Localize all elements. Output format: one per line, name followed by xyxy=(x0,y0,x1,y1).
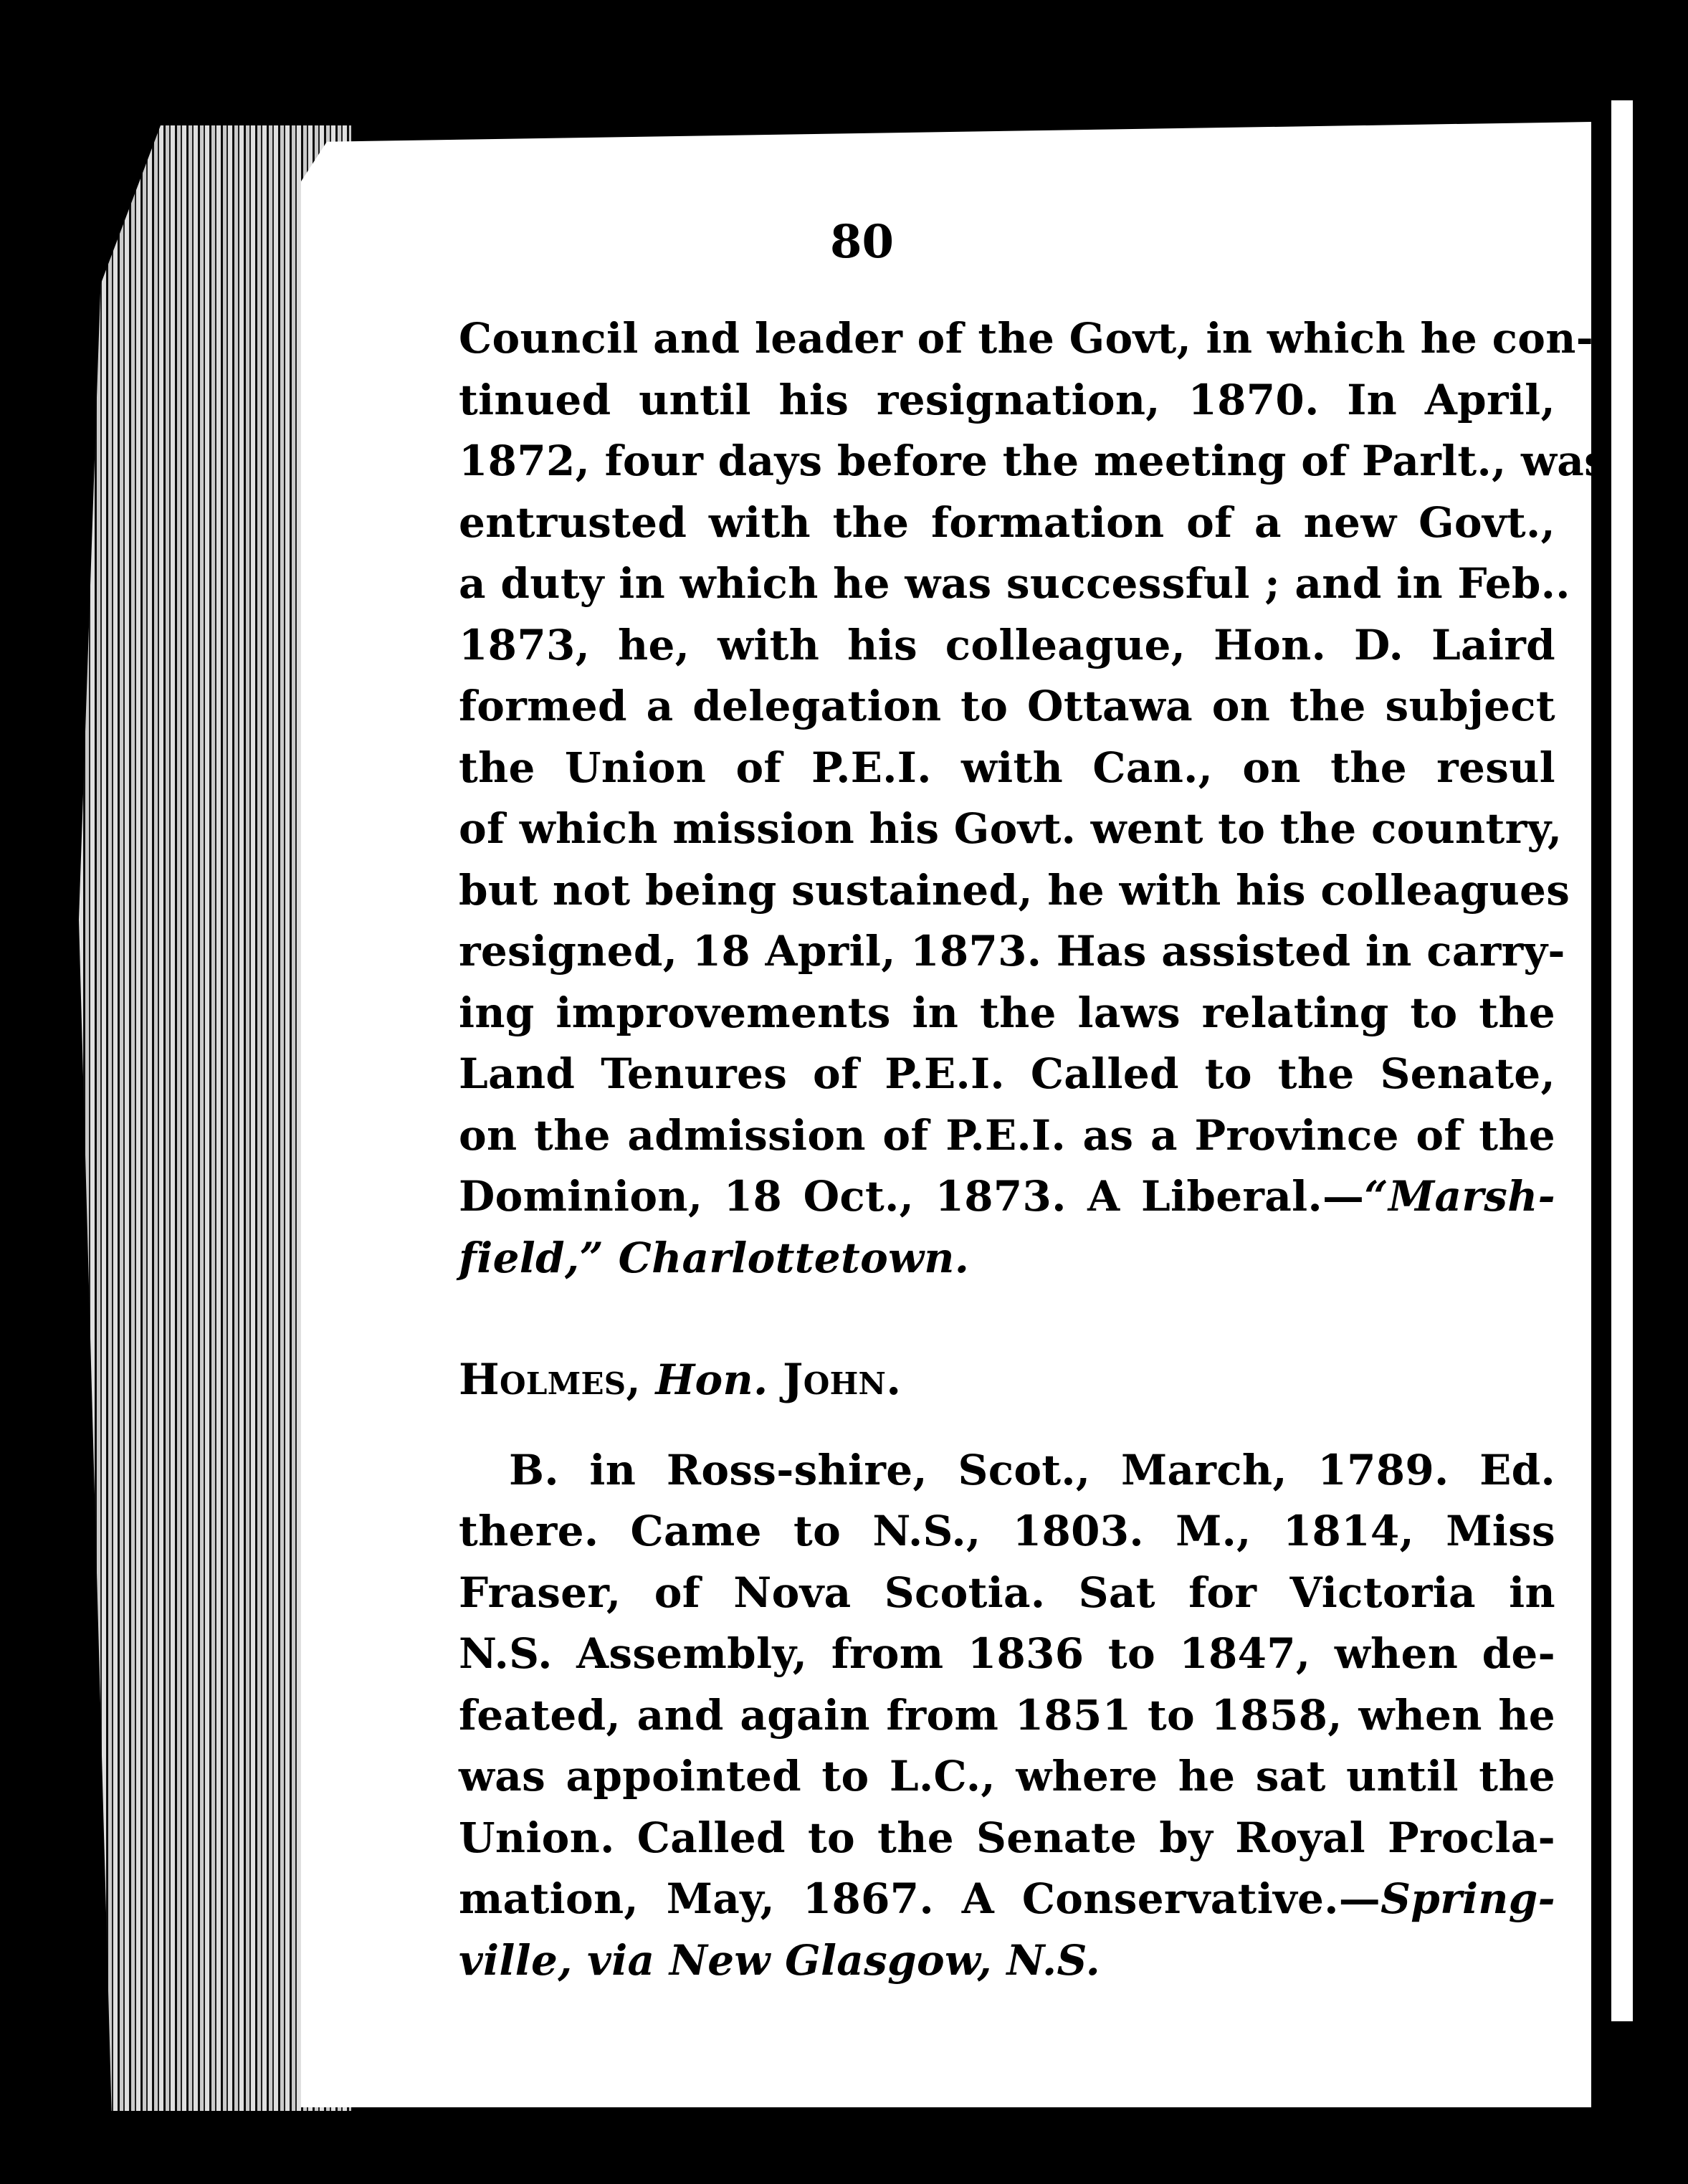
entry1-residence-end: field,” Charlottetown. xyxy=(459,1233,970,1282)
entry2-line: was appointed to L.C., where he sat until the xyxy=(459,1752,1555,1801)
entry1-line: 1872, four days before the meeting of Parlt., was xyxy=(459,437,1608,485)
entry1-line xyxy=(459,1166,1555,1228)
entry1-line: Council and leader of the Govt, in which he con- xyxy=(459,314,1594,363)
entry2-line xyxy=(459,1930,1555,1992)
entry1-line: on the admission of P.E.I. as a Province of the xyxy=(459,1110,1555,1160)
entry2-line: B. in Ross-shire, Scot., March, 1789. Ed. xyxy=(509,1445,1555,1494)
entry1-line: entrusted with the formation of a new Govt., xyxy=(459,497,1555,547)
entry1-line: a duty in which he was successful ; and in Feb.. xyxy=(459,559,1570,608)
entry1-line: formed a delegation to Ottawa on the subject xyxy=(459,682,1555,730)
entry2-residence-end: ville, via New Glasgow, N.S. xyxy=(459,1935,1101,1985)
entry2-title: Hon. xyxy=(655,1355,768,1404)
entry2-surname: Holmes xyxy=(459,1355,626,1405)
entry1-line: the Union of P.E.I. with Can., on the resul xyxy=(459,743,1555,792)
entry2-heading: Holmes, Hon. John. xyxy=(459,1355,902,1405)
page-text xyxy=(459,308,1608,1991)
page-number: 80 xyxy=(829,215,895,269)
entry2-line: there. Came to N.S., 1803. M., 1814, Miss xyxy=(459,1507,1555,1555)
entry2-line: N.S. Assembly, from 1836 to 1847, when de- xyxy=(459,1629,1555,1678)
entry1-line: resigned, 18 April, 1873. Has assisted in carry- xyxy=(459,927,1565,976)
entry1-line: but not being sustained, he with his colleagues xyxy=(459,865,1570,915)
entry1-line xyxy=(459,1228,1555,1289)
entry2-residence-start: Spring- xyxy=(1381,1874,1555,1923)
entry1-line-text: Dominion, 18 Oct., 1873. A Liberal.— xyxy=(459,1172,1365,1221)
right-page-edge xyxy=(1611,100,1633,2021)
entry2-line: feated, and again from 1851 to 1858, when he xyxy=(459,1690,1555,1740)
entry1-line: 1873, he, with his colleague, Hon. D. Laird xyxy=(459,620,1555,669)
entry2-line-text: mation, May, 1867. A Conservative.— xyxy=(459,1874,1381,1923)
entry-separator xyxy=(459,1289,1555,1350)
heading-gap xyxy=(459,1411,1555,1440)
entry1-line: Land Tenures of P.E.I. Called to the Senate, xyxy=(459,1049,1555,1098)
entry2-line xyxy=(459,1869,1555,1930)
entry1-residence-start: “Marsh- xyxy=(1364,1172,1555,1221)
entry1-line: of which mission his Govt. went to the country, xyxy=(459,804,1563,853)
entry1-line: ing improvements in the laws relating to the xyxy=(459,988,1555,1037)
entry2-line: Fraser, of Nova Scotia. Sat for Victoria in xyxy=(459,1568,1555,1617)
entry1-line: tinued until his resignation, 1870. In April, xyxy=(459,375,1555,424)
entry2-line: Union. Called to the Senate by Royal Procla- xyxy=(459,1813,1555,1862)
entry2-given-name: John. xyxy=(783,1355,902,1405)
